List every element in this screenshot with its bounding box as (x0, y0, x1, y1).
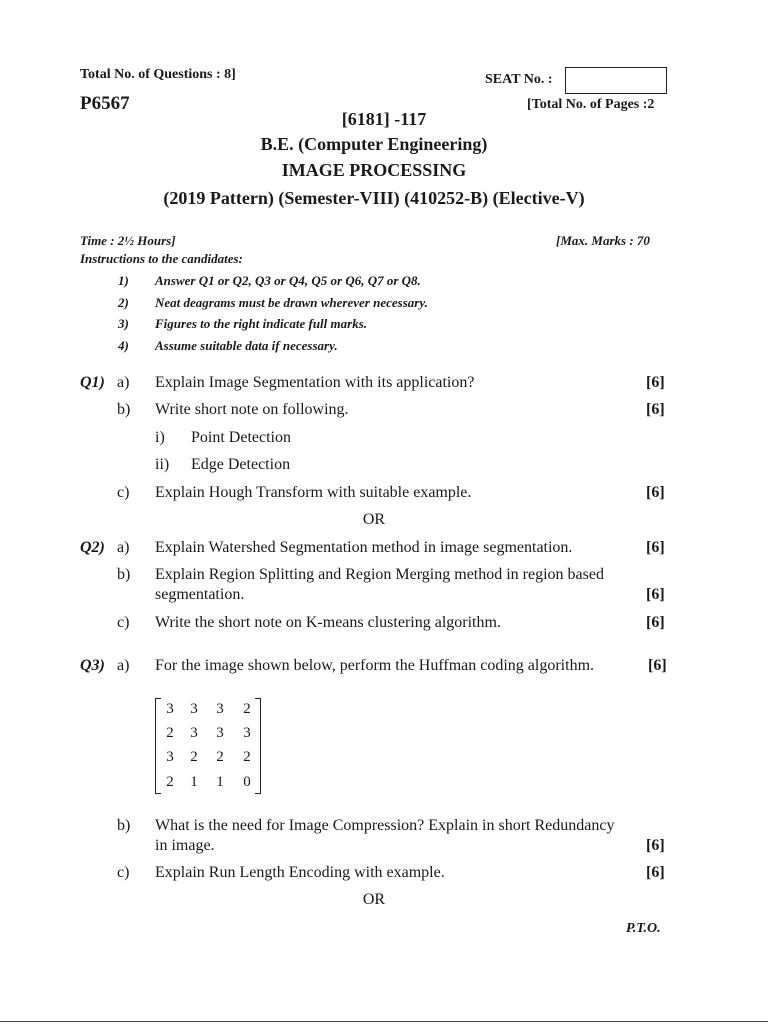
instruction-num: 2) (118, 295, 129, 310)
q1a-label: a) (117, 374, 130, 391)
matrix-cell: 2 (243, 749, 251, 765)
q3b-label: b) (117, 817, 131, 834)
q2b-text-cont: segmentation. (155, 586, 245, 603)
q2c-text: Write the short note on K-means clustering algorithm. (155, 614, 501, 631)
matrix-cell: 2 (243, 701, 251, 717)
matrix-cell: 2 (166, 725, 174, 741)
subject-title: IMAGE PROCESSING (281, 160, 467, 180)
matrix-cell: 3 (216, 701, 224, 717)
q1b-sub-num: i) (155, 429, 165, 446)
max-marks: [Max. Marks : 70 (556, 233, 650, 248)
seat-label: SEAT No. : (485, 72, 553, 87)
instruction-text: Answer Q1 or Q2, Q3 or Q4, Q5 or Q6, Q7 or Q8. (155, 273, 421, 288)
instruction-text: Figures to the right indicate full marks. (155, 316, 368, 331)
q1c-marks: [6] (646, 484, 665, 501)
matrix-cell: 2 (190, 749, 198, 765)
q1b-marks: [6] (646, 401, 665, 418)
time-limit: Time : 2½ Hours] (80, 233, 176, 248)
matrix-cell: 3 (166, 701, 174, 717)
q3c-text: Explain Run Length Encoding with example. (155, 864, 445, 881)
q2a-label: a) (117, 539, 130, 556)
total-questions: Total No. of Questions : 8] (80, 67, 236, 82)
q1a-text: Explain Image Segmentation with its application? (155, 374, 475, 391)
matrix-cell: 2 (216, 749, 224, 765)
q1a-marks: [6] (646, 374, 665, 391)
q1b-sub-text: Point Detection (191, 429, 291, 446)
matrix-cell: 3 (243, 725, 251, 741)
instruction-num: 1) (118, 273, 129, 288)
image-matrix (155, 698, 261, 794)
matrix-cell: 3 (166, 749, 174, 765)
q1-label: Q1) (80, 374, 105, 391)
q3a-text: For the image shown below, perform the Huffman coding algorithm. (155, 657, 595, 674)
q2c-marks: [6] (646, 614, 665, 631)
q3c-marks: [6] (646, 864, 665, 881)
q2a-marks: [6] (646, 539, 665, 556)
total-pages: [Total No. of Pages :2 (527, 97, 655, 112)
seat-number-box[interactable] (565, 67, 667, 94)
q2-label: Q2) (80, 539, 105, 556)
q2b-label: b) (117, 566, 131, 583)
q1b-sub-text: Edge Detection (191, 456, 291, 473)
instruction-num: 3) (118, 316, 129, 331)
matrix-cell: 0 (243, 774, 251, 790)
paper-code: P6567 (80, 93, 130, 114)
q2a-text: Explain Watershed Segmentation method in image segmentation. (155, 539, 573, 556)
instructions-title: Instructions to the candidates: (80, 251, 243, 266)
matrix-cell: 2 (166, 774, 174, 790)
q3b-text-cont: in image. (155, 837, 215, 854)
matrix-cell: 1 (190, 774, 198, 790)
degree-title: B.E. (Computer Engineering) (260, 134, 488, 154)
q2c-label: c) (117, 614, 130, 631)
q2b-text: Explain Region Splitting and Region Merging method in region based (155, 566, 604, 583)
instruction-num: 4) (118, 338, 129, 353)
matrix-cell: 3 (190, 701, 198, 717)
pto-label: P.T.O. (626, 921, 661, 936)
q3-label: Q3) (80, 657, 105, 674)
matrix-cell: 1 (216, 774, 224, 790)
page-bottom-rule (0, 1021, 768, 1022)
q1b-label: b) (117, 401, 131, 418)
instruction-text: Neat deagrams must be drawn wherever necessary. (155, 295, 428, 310)
q3c-label: c) (117, 864, 130, 881)
q1c-text: Explain Hough Transform with suitable example. (155, 484, 472, 501)
q3a-marks: [6] (648, 657, 667, 674)
q1c-label: c) (117, 484, 130, 501)
or-separator: OR (362, 511, 386, 528)
q3b-marks: [6] (646, 837, 665, 854)
matrix-cell: 3 (216, 725, 224, 741)
exam-code: [6181] -117 (341, 109, 427, 129)
q1b-text: Write short note on following. (155, 401, 349, 418)
pattern-title: (2019 Pattern) (Semester-VIII) (410252-B) (Elective-V) (163, 188, 585, 208)
or-separator: OR (362, 891, 386, 908)
q2b-marks: [6] (646, 586, 665, 603)
q3b-text: What is the need for Image Compression? Explain in short Redundancy (155, 817, 615, 834)
matrix-cell: 3 (190, 725, 198, 741)
q3a-label: a) (117, 657, 130, 674)
instruction-text: Assume suitable data if necessary. (155, 338, 338, 353)
q1b-sub-num: ii) (155, 456, 170, 473)
